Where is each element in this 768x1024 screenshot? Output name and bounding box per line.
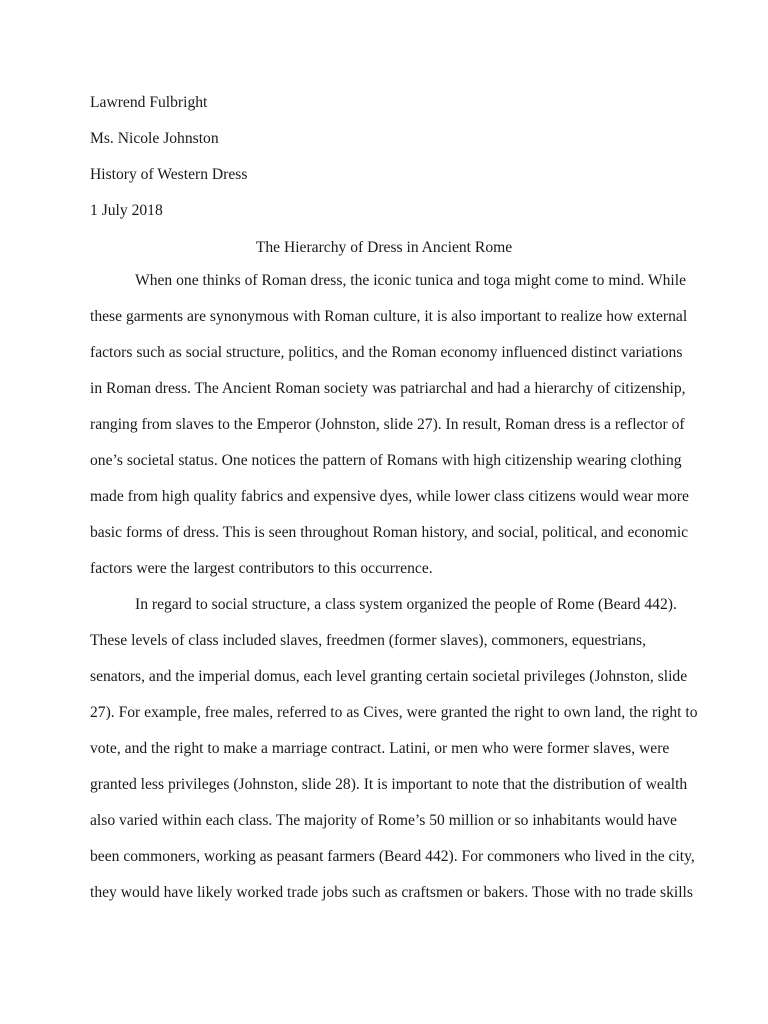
paragraph-1-line: factors such as social structure, politics, and the Roman economy influenced distinct variations [90, 344, 683, 361]
paragraph-2-line: granted less privileges (Johnston, slide 28). It is important to note that the distribution of wealth [90, 776, 688, 793]
paragraph-2-line: These levels of class included slaves, freedmen (former slaves), commoners, equestrians, [90, 632, 646, 649]
document-date: 1 July 2018 [90, 202, 163, 219]
paragraph-1-line: one’s societal status. One notices the pattern of Romans with high citizenship wearing clothing [90, 452, 682, 469]
paragraph-2-line: they would have likely worked trade jobs such as craftsmen or bakers. Those with no trade skills [90, 884, 693, 901]
paragraph-1-line: ranging from slaves to the Emperor (Johnston, slide 27). In result, Roman dress is a reflector of [90, 416, 685, 433]
paragraph-2-line: senators, and the imperial domus, each level granting certain societal privileges (Johnston, slide [90, 668, 688, 685]
paragraph-1-line: these garments are synonymous with Roman culture, it is also important to realize how external [90, 308, 688, 325]
document-header [90, 85, 682, 229]
instructor-name: Ms. Nicole Johnston [90, 130, 219, 147]
paragraph-2-line: vote, and the right to make a marriage contract. Latini, or men who were former slaves, were [90, 740, 670, 757]
paragraph-2-line: In regard to social structure, a class system organized the people of Rome (Beard 442). [135, 596, 677, 613]
course-name: History of Western Dress [90, 166, 248, 183]
paragraph-1-line: in Roman dress. The Ancient Roman society was patriarchal and had a hierarchy of citizenship, [90, 380, 686, 397]
paragraph-1-line: basic forms of dress. This is seen throughout Roman history, and social, political, and economic [90, 524, 689, 541]
paragraph-1-line: When one thinks of Roman dress, the iconic tunica and toga might come to mind. While [135, 272, 687, 289]
paragraph-1-line: factors were the largest contributors to this occurrence. [90, 560, 433, 577]
document-title: The Hierarchy of Dress in Ancient Rome [255, 239, 513, 256]
paragraph-2-line: also varied within each class. The majority of Rome’s 50 million or so inhabitants would have [90, 812, 677, 829]
paragraph-1-line: made from high quality fabrics and expensive dyes, while lower class citizens would wear more [90, 488, 689, 505]
author-name: Lawrend Fulbright [90, 94, 208, 111]
paragraph-2-line: been commoners, working as peasant farmers (Beard 442). For commoners who lived in the city, [90, 848, 695, 865]
paragraph-2-line: 27). For example, free males, referred to as Cives, were granted the right to own land, the right to [90, 704, 698, 721]
document-body [90, 263, 698, 911]
